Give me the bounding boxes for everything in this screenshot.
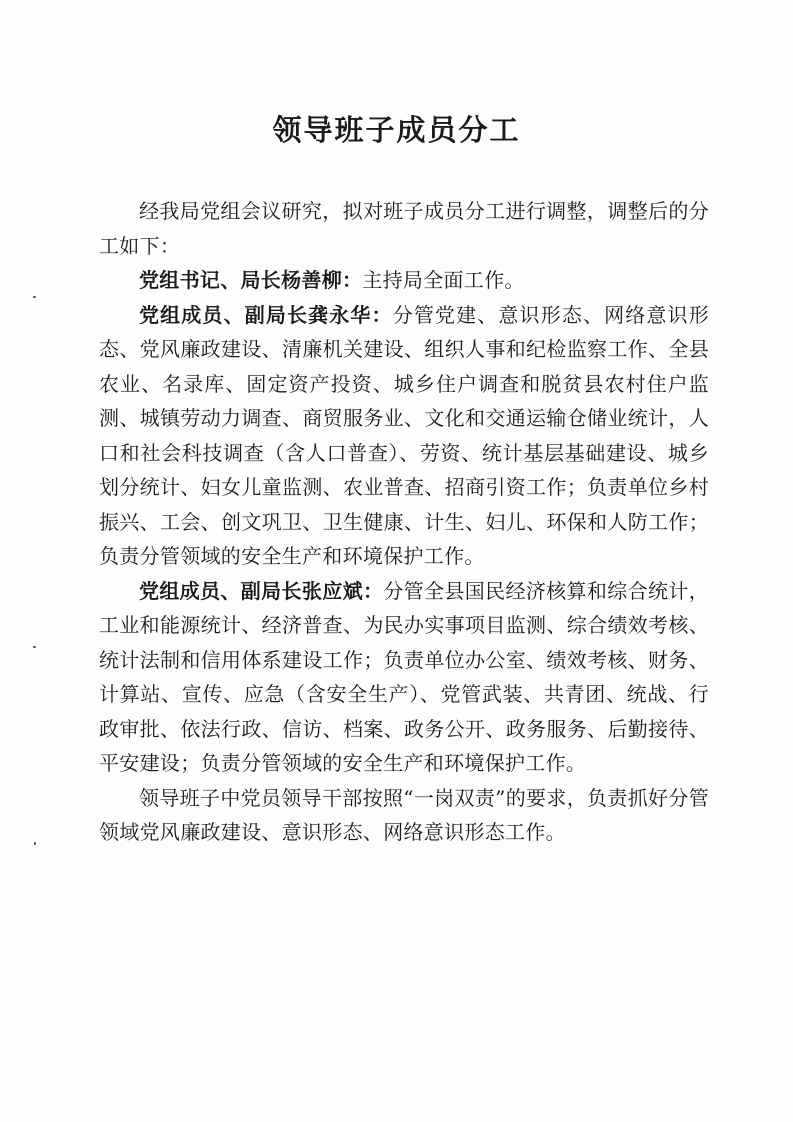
document-body: [99, 194, 709, 850]
member-role: 党组书记、局长杨善柳：: [139, 268, 363, 292]
member-paragraph-deputy-zhang: [99, 574, 709, 781]
member-paragraph-secretary: [99, 263, 709, 298]
member-role: 党组成员、副局长龚永华：: [139, 302, 393, 327]
member-duties: 分管党建、意识形态、网络意识形态、党风廉政建设、清廉机关建设、组织人事和纪检监察工作、全县农业、名录库、固定资产投资、城乡住户调查和脱贫县农村住户监测、城镇劳动力调查、商贸服务业、文化和交通运输仓储业统计，人口和社会科技调查（含人口普查）、劳资、统计基层基础建设、城乡划分统计、妇女儿童监测、农业普查、招商引资工作；负责单位乡村振兴、工会、创文巩卫、卫生健康、计生、妇儿、环保和人防工作；负责分管领域的安全生产和环境保护工作。: [99, 302, 709, 568]
member-paragraph-deputy-gong: [99, 298, 709, 574]
scan-mark: [34, 842, 36, 845]
intro-paragraph: 经我局党组会议研究，拟对班子成员分工进行调整，调整后的分工如下：: [99, 199, 709, 258]
scan-mark: [33, 646, 36, 648]
member-duties: 分管全县国民经济核算和综合统计，工业和能源统计、经济普查、为民办实事项目监测、综合绩效考核、统计法制和信用体系建设工作；负责单位办公室、绩效考核、财务、计算站、宣传、应急（含安全生产）、党管武装、共青团、统战、行政审批、依法行政、信访、档案、政务公开、政务服务、后勤接待、平安建设；负责分管领域的安全生产和环境保护工作。: [99, 578, 709, 775]
member-role: 党组成员、副局长张应斌：: [139, 578, 384, 603]
scan-mark: [33, 296, 36, 298]
document-title: 领导班子成员分工: [272, 113, 521, 147]
closing-paragraph: 领导班子中党员领导干部按照“一岗双责”的要求，负责抓好分管领域党风廉政建设、意识形态、网络意识形态工作。: [99, 785, 709, 844]
member-duties: 主持局全面工作。: [362, 268, 525, 292]
